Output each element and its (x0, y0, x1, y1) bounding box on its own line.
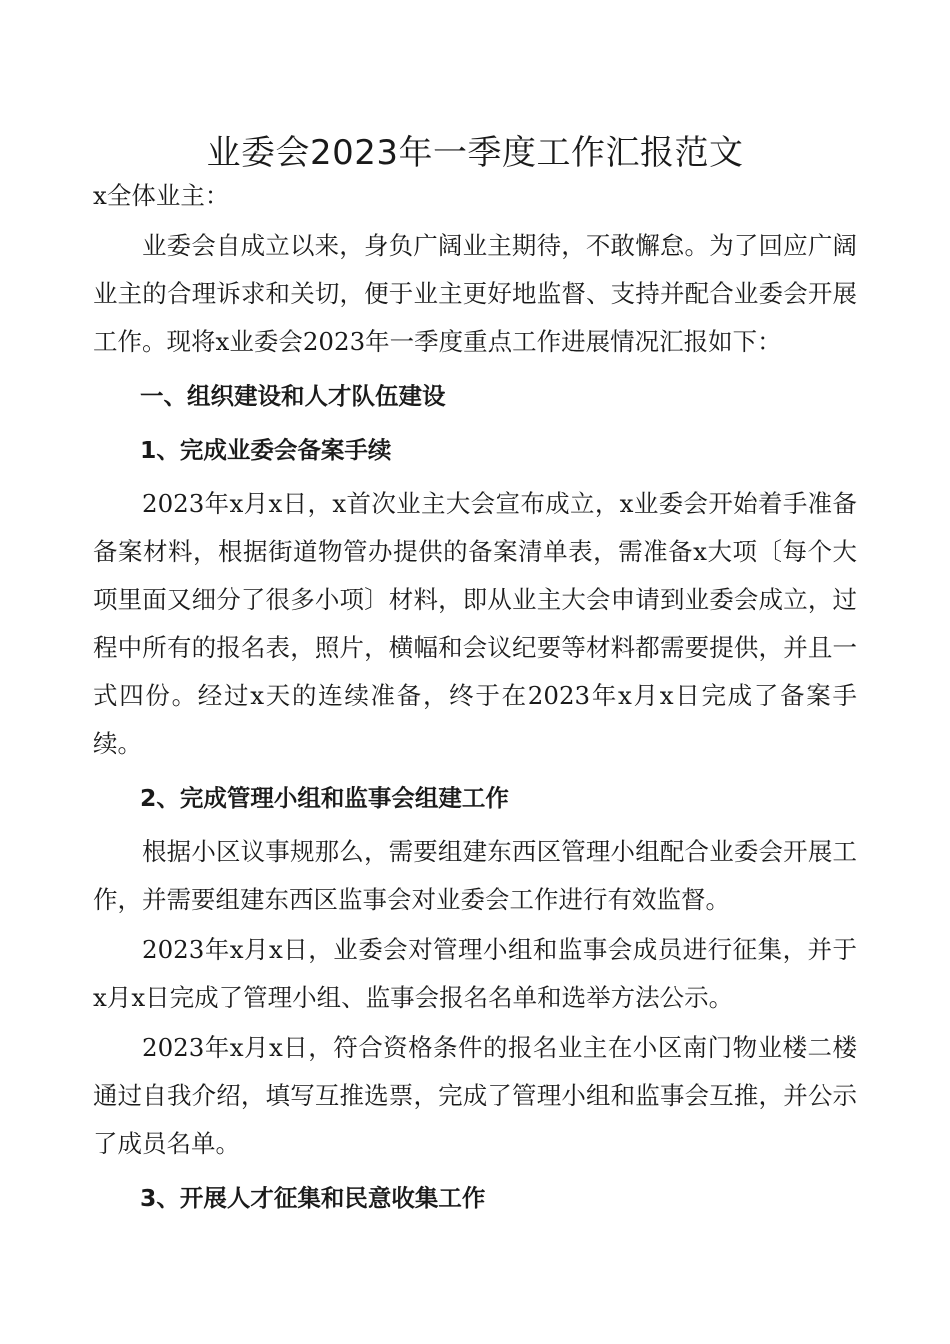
item2-paragraph-2: 2023年x月x日，业委会对管理小组和监事会成员进行征集，并于x月x日完成了管理小组、监事会报名名单和选举方法公示。 (93, 935, 857, 1012)
salutation: x全体业主： (93, 181, 230, 210)
intro-paragraph: 业委会自成立以来，身负广阔业主期待，不敢懈怠。为了回应广阔业主的合理诉求和关切，便于业主更好地监督、支持并配合业委会开展工作。现将x业委会2023年一季度重点工作进展情况汇报如下： (93, 231, 857, 356)
item-heading-3: 3、开展人才征集和民意收集工作 (140, 1184, 486, 1212)
document-title: 业委会2023年一季度工作汇报范文 (206, 132, 744, 173)
item-heading-1: 1、完成业委会备案手续 (140, 436, 392, 464)
document-body (93, 172, 857, 1228)
item1-paragraph: 2023年x月x日，x首次业主大会宣布成立，x业委会开始着手准备备案材料，根据街道物管办提供的备案清单表，需准备x大项〔每个大项里面又细分了很多小项〕材料，即从业主大会申请到业委会成立，过程中所有的报名表，照片，横幅和会议纪要等材料都需要提供，并且一式四份。经过x天的连续准备，终于在2023年x月x日完成了备案手续。 (93, 489, 857, 758)
item2-paragraph-3: 2023年x月x日，符合资格条件的报名业主在小区南门物业楼二楼通过自我介绍，填写互推选票，完成了管理小组和监事会互推，并公示了成员名单。 (93, 1033, 857, 1158)
section-heading-1: 一、组织建设和人才队伍建设 (140, 382, 446, 410)
item2-paragraph-1: 根据小区议事规那么，需要组建东西区管理小组配合业委会开展工作，并需要组建东西区监事会对业委会工作进行有效监督。 (93, 837, 857, 914)
item-heading-2: 2、完成管理小组和监事会组建工作 (140, 784, 509, 812)
